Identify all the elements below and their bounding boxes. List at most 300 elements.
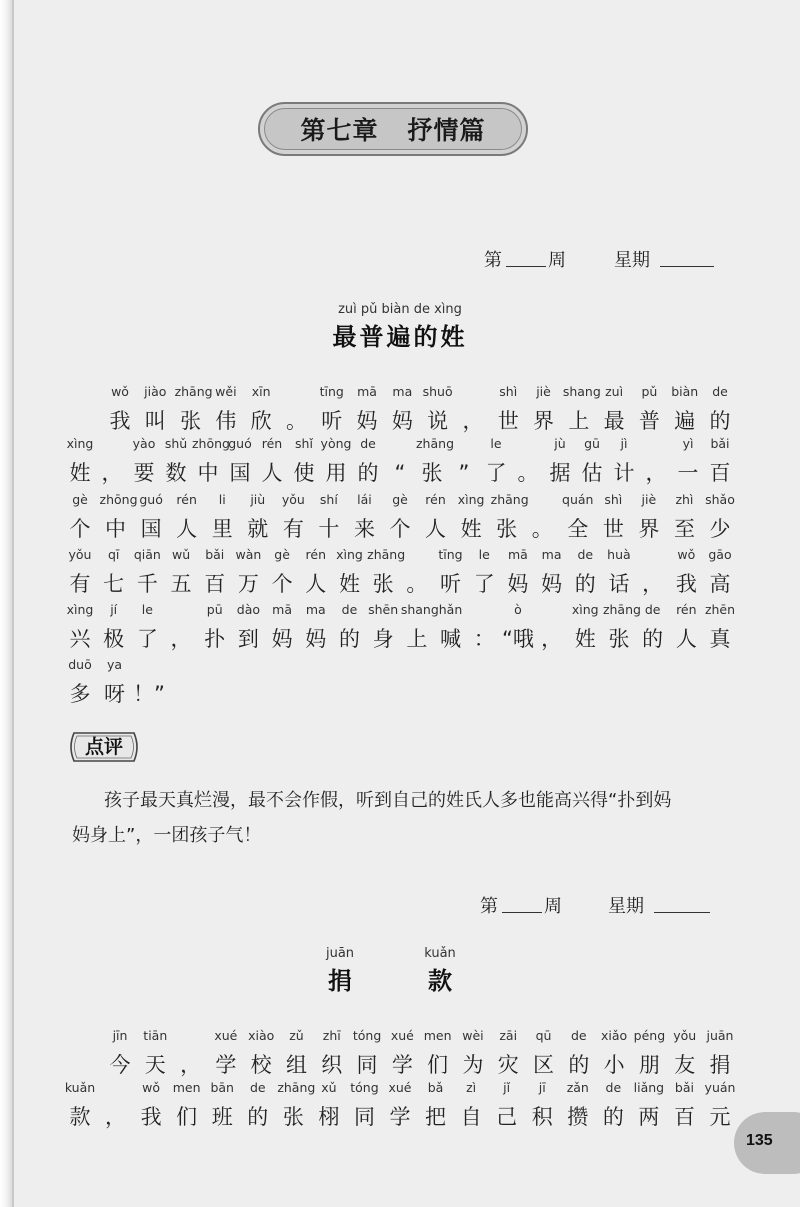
hanzi: 的 <box>574 572 596 596</box>
hanzi: 上 <box>406 627 428 651</box>
story1-char-cell <box>448 434 480 488</box>
pinyin: xiǎo <box>601 1028 628 1043</box>
hanzi: 的 <box>602 1105 624 1129</box>
story1-char-cell <box>96 434 128 488</box>
hanzi: 朋 <box>638 1053 660 1077</box>
story1-char-cell <box>670 600 702 654</box>
pinyin: wǒ <box>142 1080 161 1095</box>
hanzi: 世 <box>497 409 519 433</box>
story1-title-block <box>250 302 550 352</box>
hanzi: 栩 <box>318 1105 340 1129</box>
hanzi: 到 <box>237 627 259 651</box>
story1-char-cell <box>526 490 558 544</box>
hanzi: 积 <box>531 1105 553 1129</box>
pinyin: zǎn <box>566 1080 589 1095</box>
pinyin <box>175 1026 207 1046</box>
hanzi: 学 <box>391 1053 413 1077</box>
story2-char-cell <box>277 1078 316 1132</box>
hanzi: “哦 <box>501 627 534 651</box>
hanzi: 中 <box>105 517 127 541</box>
story2-char-cell <box>492 1026 524 1080</box>
hanzi: 区 <box>533 1053 555 1077</box>
story1-char-cell <box>174 382 213 436</box>
hanzi: 姓 <box>574 627 596 651</box>
hanzi: 人 <box>176 517 198 541</box>
hanzi: 的 <box>709 409 731 433</box>
pinyin: gāo <box>708 547 732 562</box>
pinyin: ma <box>541 547 562 562</box>
hanzi: 有 <box>282 517 304 541</box>
hanzi: 少 <box>709 517 731 541</box>
hanzi: 天 <box>144 1053 166 1077</box>
comment-line-1: 孩子最天真烂漫，最不会作假，听到自己的姓氏人多也能高兴得“扑到妈 <box>104 790 672 811</box>
hanzi: 来 <box>353 517 375 541</box>
story1-char-cell <box>98 600 130 654</box>
pinyin <box>280 382 312 402</box>
story1-line-4 <box>68 545 732 603</box>
pinyin: jì <box>620 436 628 451</box>
story1-char-cell <box>384 434 416 488</box>
pinyin: zǔ <box>289 1028 304 1043</box>
hanzi: 元 <box>709 1105 731 1129</box>
hanzi: 攒 <box>567 1105 589 1129</box>
hanzi: 呀 <box>104 682 125 706</box>
pinyin: zhāng <box>277 1080 316 1095</box>
story2-char-cell <box>633 1026 665 1080</box>
page-number: 135 <box>746 1132 773 1149</box>
story1-char-cell <box>562 382 601 436</box>
story1-char-cell <box>64 490 96 544</box>
story1-char-cell <box>468 545 500 599</box>
pinyin: wěi <box>215 384 237 399</box>
pinyin: xìng <box>336 547 363 562</box>
pinyin: shí <box>319 492 338 507</box>
story1-char-cell <box>367 600 399 654</box>
hanzi: 了 <box>485 461 507 485</box>
pinyin: jǐ <box>503 1080 511 1095</box>
pinyin <box>512 434 544 454</box>
story2-char-cell <box>562 1078 594 1132</box>
story2-char-cell <box>420 1078 452 1132</box>
hanzi: 织 <box>321 1053 343 1077</box>
pinyin: wǔ <box>171 547 191 562</box>
story1-char-cell <box>131 600 163 654</box>
story1-char-cell <box>512 434 544 488</box>
hanzi: 百 <box>709 461 731 485</box>
story2-char-cell <box>597 1078 629 1132</box>
comment-line-2: 妈身上”，一团孩子气！ <box>72 825 262 846</box>
pinyin <box>384 434 416 454</box>
hanzi: 世 <box>602 517 624 541</box>
pinyin: kuǎn <box>64 1080 96 1095</box>
hanzi: 多 <box>69 682 91 706</box>
pinyin: rén <box>676 602 697 617</box>
story1-line-1 <box>70 382 731 440</box>
pinyin: guó <box>139 492 163 507</box>
story1-char-cell <box>165 600 197 654</box>
review-label: 点评 <box>84 736 123 758</box>
hanzi: 为 <box>462 1053 484 1077</box>
pinyin: zhì <box>675 492 694 507</box>
pinyin: le <box>478 547 490 562</box>
pinyin: wàn <box>235 547 262 562</box>
hanzi: 捐 <box>709 1053 731 1077</box>
story1-char-cell <box>455 490 487 544</box>
story1-char-cell <box>608 434 640 488</box>
hanzi: 估 <box>581 461 603 485</box>
pinyin: qū <box>535 1028 552 1043</box>
hanzi: 同 <box>356 1053 378 1077</box>
pinyin: juān <box>706 1028 734 1043</box>
pinyin: shēn <box>368 602 399 617</box>
story1-char-cell <box>640 434 672 488</box>
pinyin: rén <box>305 547 327 562</box>
hanzi: 百 <box>204 572 226 596</box>
pinyin: biàn <box>671 384 699 399</box>
story1-char-cell <box>210 382 242 436</box>
hanzi: ， <box>101 461 123 485</box>
pinyin: de <box>577 547 594 562</box>
hanzi: 张 <box>421 461 443 485</box>
pinyin: péng <box>633 1028 666 1043</box>
hanzi: 人 <box>261 461 283 485</box>
pinyin <box>457 382 489 402</box>
hanzi: 至 <box>673 517 695 541</box>
pinyin: jí <box>110 602 118 617</box>
pinyin <box>165 600 197 620</box>
story2-char-cell <box>313 1078 345 1132</box>
story1-char-cell <box>480 434 512 488</box>
story2-char-cell <box>171 1078 203 1132</box>
story1-char-cell <box>139 382 171 436</box>
story1-char-cell <box>598 382 630 436</box>
story1-char-cell <box>64 434 96 488</box>
hanzi: 扑 <box>204 627 226 651</box>
story1-char-cell <box>669 382 701 436</box>
story1-char-cell <box>351 382 383 436</box>
pinyin: le <box>141 602 153 617</box>
hanzi: 的 <box>338 627 360 651</box>
pinyin: pǔ <box>641 384 658 399</box>
story1-char-cell <box>704 382 736 436</box>
hanzi: 七 <box>103 572 125 596</box>
hanzi: ， <box>645 461 667 485</box>
story1-char-cell <box>64 545 96 599</box>
story1-char-cell <box>316 382 348 436</box>
story1-char-cell <box>256 434 288 488</box>
hanzi: 高 <box>709 572 731 596</box>
hanzi: 张 <box>608 627 630 651</box>
pinyin: gū <box>584 436 600 451</box>
hanzi: 同 <box>353 1105 375 1129</box>
story1-char-cell <box>300 545 332 599</box>
hanzi: 班 <box>211 1105 233 1129</box>
story1-char-cell <box>224 434 256 488</box>
pinyin: jiù <box>250 492 266 507</box>
story1-char-cell <box>536 545 568 599</box>
hanzi: 人 <box>425 517 447 541</box>
week-blank <box>502 912 542 913</box>
story2-char-cell <box>528 1026 560 1080</box>
story1-char-cell <box>603 545 635 599</box>
pinyin: bǎ <box>427 1080 444 1095</box>
pinyin: shì <box>499 384 518 399</box>
pinyin: rén <box>176 492 197 507</box>
story2-char-cell <box>242 1078 274 1132</box>
story2-char-cell <box>64 1078 96 1132</box>
story1-char-cell <box>602 600 641 654</box>
hanzi: 妈 <box>305 627 327 651</box>
hanzi: 了 <box>136 627 158 651</box>
story1-char-cell <box>457 382 489 436</box>
story1-char-cell <box>232 600 264 654</box>
story1-char-cell <box>490 490 529 544</box>
hanzi: 两 <box>638 1105 660 1129</box>
hanzi: 自 <box>460 1105 482 1129</box>
pinyin: hǎn <box>438 602 463 617</box>
hanzi: 学 <box>389 1105 411 1129</box>
hanzi: 据 <box>549 461 571 485</box>
story2-char-cell <box>100 1078 132 1132</box>
hanzi: 数 <box>165 461 187 485</box>
hanzi: ， <box>180 1053 202 1077</box>
hanzi: 喊 <box>440 627 462 651</box>
story2-char-cell <box>563 1026 595 1080</box>
pinyin: zhōng <box>192 436 230 451</box>
pinyin: shǎo <box>705 492 735 507</box>
hanzi: 里 <box>211 517 233 541</box>
pinyin <box>637 545 669 565</box>
pinyin: gè <box>274 547 290 562</box>
story2-char-cell <box>457 1026 489 1080</box>
hanzi: 们 <box>427 1053 449 1077</box>
story1-char-cell <box>242 490 274 544</box>
hanzi: 。 <box>517 461 539 485</box>
hanzi: 己 <box>496 1105 518 1129</box>
hanzi: 界 <box>533 409 555 433</box>
hanzi: “ <box>394 461 406 485</box>
story1-char-cell <box>160 434 192 488</box>
pinyin: qī <box>107 547 120 562</box>
story1-char-cell <box>199 545 231 599</box>
pinyin: de <box>605 1080 622 1095</box>
story1-line-5 <box>66 600 736 658</box>
week-label: 第 <box>484 250 502 271</box>
hanzi: 的 <box>247 1105 269 1129</box>
story1-char-cell <box>668 490 700 544</box>
hanzi: 用 <box>325 461 347 485</box>
hanzi: 我 <box>675 572 697 596</box>
pinyin: tóng <box>350 1080 379 1095</box>
story2-line-2 <box>64 1078 736 1136</box>
hanzi: 全 <box>567 517 589 541</box>
story2-char-cell <box>633 1078 665 1132</box>
story1-char-cell <box>386 382 418 436</box>
pinyin: yuán <box>704 1080 736 1095</box>
pinyin: de <box>571 1028 587 1043</box>
hanzi: 我 <box>109 409 131 433</box>
hanzi: 人 <box>675 627 697 651</box>
pinyin: yǒu <box>281 492 305 507</box>
pinyin: yǒu <box>68 547 92 562</box>
book-spine-shadow <box>0 0 12 1207</box>
pinyin: jù <box>554 436 566 451</box>
story2-line-1 <box>70 1026 734 1084</box>
story1-char-cell <box>704 545 736 599</box>
hanzi: 我 <box>140 1105 162 1129</box>
hanzi: 张 <box>282 1105 304 1129</box>
story1-char-cell <box>288 434 320 488</box>
story1-char-cell <box>300 600 332 654</box>
story2-char-cell <box>386 1026 418 1080</box>
story1-char-cell <box>435 600 467 654</box>
pinyin: yào <box>132 436 156 451</box>
story2-char-cell <box>668 1078 700 1132</box>
hanzi: ！” <box>133 682 165 706</box>
hanzi: 妈 <box>507 572 529 596</box>
story1-char-cell <box>384 490 416 544</box>
hanzi: 今 <box>109 1053 131 1077</box>
story1-char-cell <box>637 600 669 654</box>
pinyin: tīng <box>319 384 344 399</box>
pinyin: mā <box>507 547 528 562</box>
pinyin: zhī <box>322 1028 341 1043</box>
pinyin: zhāng <box>416 436 455 451</box>
story1-char-cell <box>99 655 131 709</box>
hanzi: ： <box>473 627 495 651</box>
story1-char-cell <box>704 434 736 488</box>
story1-char-cell <box>135 490 167 544</box>
hanzi: 听 <box>321 409 343 433</box>
hanzi: 姓 <box>460 517 482 541</box>
story1-title: 最普遍的姓 <box>332 323 468 351</box>
pinyin: jī <box>538 1080 546 1095</box>
pinyin: zhēn <box>704 602 736 617</box>
hanzi: 话 <box>608 572 630 596</box>
pinyin: rén <box>425 492 446 507</box>
hanzi: 了 <box>473 572 495 596</box>
pinyin: xiào <box>248 1028 275 1043</box>
pinyin: zuì <box>605 384 624 399</box>
story1-char-cell <box>266 545 298 599</box>
story2-char-cell <box>526 1078 558 1132</box>
story2-char-cell <box>104 1026 136 1080</box>
hanzi: 听 <box>440 572 462 596</box>
pinyin: zhāng <box>490 492 529 507</box>
pinyin <box>536 600 568 620</box>
hanzi: 兴 <box>69 627 91 651</box>
story1-char-cell <box>313 490 345 544</box>
story2-char-cell <box>455 1078 487 1132</box>
hanzi: 张 <box>496 517 518 541</box>
pinyin: ma <box>305 602 326 617</box>
story1-char-cell <box>333 600 365 654</box>
pinyin: yòng <box>320 436 352 451</box>
story2-title-pinyin-1: juān <box>325 946 355 961</box>
pinyin: zāi <box>499 1028 518 1043</box>
week-label: 第 <box>480 896 498 917</box>
story1-char-cell <box>352 434 384 488</box>
pinyin: qiān <box>133 547 161 562</box>
story1-char-cell <box>569 600 601 654</box>
week-suffix: 周 <box>544 896 562 917</box>
story1-char-cell <box>597 490 629 544</box>
pinyin: jiào <box>144 384 167 399</box>
pinyin: tóng <box>352 1028 382 1043</box>
pinyin <box>96 434 128 454</box>
hanzi: 极 <box>103 627 125 651</box>
hanzi: ， <box>462 409 484 433</box>
pinyin: bān <box>210 1080 234 1095</box>
hanzi: 上 <box>568 409 590 433</box>
pinyin: yǒu <box>673 1028 697 1043</box>
pinyin <box>526 490 558 510</box>
story1-char-cell <box>128 434 160 488</box>
hanzi: 界 <box>638 517 660 541</box>
pinyin: zhāng <box>367 547 406 562</box>
pinyin: de <box>712 384 728 399</box>
hanzi: 要 <box>133 461 155 485</box>
pinyin: xìng <box>457 492 485 507</box>
story2-char-cell <box>175 1026 207 1080</box>
story1-char-cell <box>171 490 203 544</box>
hanzi: 身 <box>372 627 394 651</box>
story1-char-cell <box>422 382 454 436</box>
hanzi: 友 <box>674 1053 696 1077</box>
story2-char-cell <box>139 1026 171 1080</box>
story1-char-cell <box>704 600 736 654</box>
hanzi: 人 <box>305 572 327 596</box>
hanzi: 张 <box>180 409 202 433</box>
hanzi: 妈 <box>391 409 413 433</box>
pinyin <box>100 1078 132 1098</box>
pinyin: tīng <box>438 547 463 562</box>
story2-title-pinyin-2: kuǎn <box>424 946 456 961</box>
story1-char-cell <box>670 545 702 599</box>
pinyin: dào <box>236 602 261 617</box>
story1-line-6 <box>70 655 715 713</box>
story1-char-cell <box>348 490 380 544</box>
hanzi: 们 <box>176 1105 198 1129</box>
story1-char-cell <box>99 490 138 544</box>
hanzi: 妈 <box>356 409 378 433</box>
story1-char-cell <box>320 434 352 488</box>
hanzi: 个 <box>69 517 91 541</box>
pinyin: bǎi <box>710 436 730 451</box>
review-badge <box>66 727 142 767</box>
story2-char-cell <box>491 1078 523 1132</box>
story1-char-cell <box>232 545 264 599</box>
story1-char-cell <box>199 600 231 654</box>
hanzi: ， <box>170 627 192 651</box>
hanzi: 欣 <box>250 409 272 433</box>
story2-char-cell <box>598 1026 630 1080</box>
hanzi: 灾 <box>497 1053 519 1077</box>
story1-char-cell <box>245 382 277 436</box>
pinyin: bǎi <box>674 1080 694 1095</box>
hanzi: 国 <box>229 461 251 485</box>
pinyin: men <box>172 1080 201 1095</box>
pinyin: zì <box>466 1080 477 1095</box>
hanzi: 最 <box>603 409 625 433</box>
week-blank <box>506 266 546 267</box>
story1-char-cell <box>502 545 534 599</box>
pinyin: xīn <box>251 384 271 399</box>
pinyin: jiè <box>641 492 657 507</box>
story1-char-cell <box>401 545 433 599</box>
pinyin: lái <box>357 492 372 507</box>
story1-char-cell <box>536 600 568 654</box>
